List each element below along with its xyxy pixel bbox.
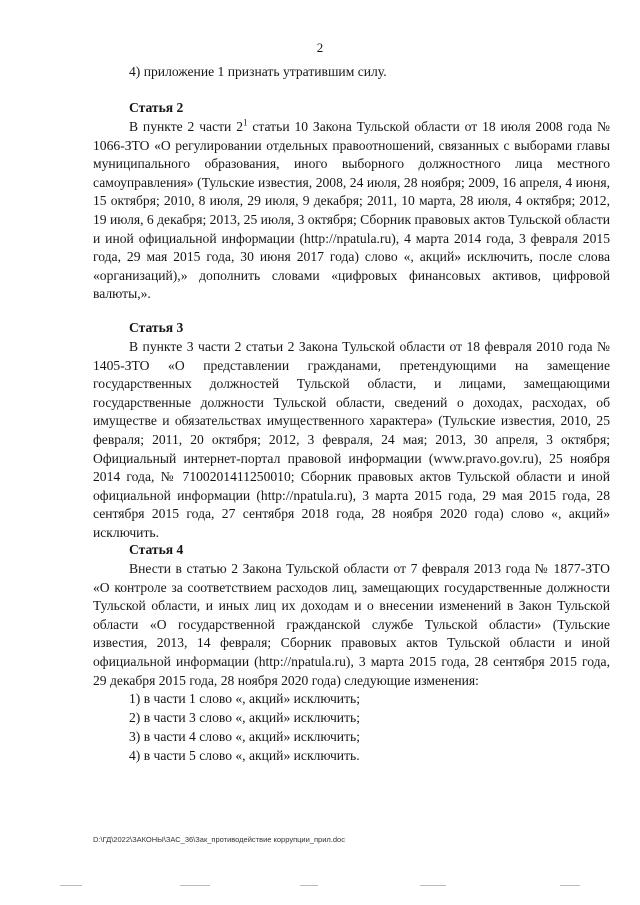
article-4-item: 2) в части 3 слово «, акций» исключить; — [129, 710, 361, 725]
article-2-superscript: 1 — [243, 117, 248, 128]
article-2-text-body: статьи 10 Закона Тульской области от 18 июля 2008 года № 1066-ЗТО «О регулировании отдельных правоотношений, связанных с выборами главы муниципального образования, иного выборного должностного лица местного самоуправления» (Тульские известия, 2008, 24 июля, 28 ноября; 2009, 16 апреля, 4 июня, 15 октября; 2010, 8 июля, 29 июля, 9 декабря; 2011, 10 марта, 28 июля, 4 октября; 2012, 19 июля, 6 декабря; 2013, 25 июля, 3 октября; Сборник правовых актов Тульской области и иной официальной информации (http://npatula.ru), 4 марта 2014 года, 3 февраля 2015 года, 29 мая 2015 года, 30 июня 2017 года) слово «, акций» исключить, после слова «организаций),» дополнить словами «цифровых финансовых активов, цифровой валюты,». — [93, 119, 611, 302]
scan-artifact-line — [180, 885, 210, 886]
scan-artifact-line — [60, 885, 82, 886]
intro-list-item: 4) приложение 1 признать утратившим силу. — [129, 64, 387, 79]
file-path-footer: D:\ГД\2022\ЗАКОНЫ\ЗАС_36\Зак_противодействие коррупции_прил.doc — [93, 835, 345, 844]
article-2-text-start: В пункте 2 части 2 — [129, 119, 243, 134]
article-2-heading: Статья 2 — [129, 100, 184, 115]
article-4-item: 1) в части 1 слово «, акций» исключить; — [129, 691, 361, 706]
article-4-item: 3) в части 4 слово «, акций» исключить; — [129, 729, 361, 744]
scan-artifact-line — [300, 885, 318, 886]
article-4-heading: Статья 4 — [129, 542, 184, 557]
article-4-text-body: Внести в статью 2 Закона Тульской области от 7 февраля 2013 года № 1877-ЗТО «О контроле за соответствием расходов лиц, замещающих государственные должности Тульской области, и иных лиц их доходам и о внесении изменений в Закон Тульской области «О государственной гражданской службе Тульской области» (Тульские известия, 2013, 14 февраля; Сборник правовых актов Тульской области и иной официальной информации (http://npatula.ru), 3 марта 2015 года, 28 сентября 2015 года, 29 декабря 2015 года, 28 ноября 2020 года) следующие изменения: — [93, 561, 610, 688]
scan-artifact-line — [560, 885, 580, 886]
page-number: 2 — [316, 40, 324, 55]
scan-artifact-line — [420, 885, 446, 886]
article-3-text-body: В пункте 3 части 2 статьи 2 Закона Тульской области от 18 февраля 2010 года № 1405-ЗТО «О представлении гражданами, претендующими на замещение государственных должностей Тульской области, и лицами, замещающими государственные должности Тульской области, сведений о доходах, расходах, об имуществе и обязательствах имущественного характера» (Тульские известия, 2010, 25 февраля; 2011, 20 октября; 2012, 3 февраля, 24 мая; 2013, 30 апреля, 3 октября; Официальный интернет-портал правовой информации (www.pravo.gov.ru), 25 ноября 2014 года, № 7100201411250010; Сборник правовых актов Тульской области и иной официальной информации (http://npatula.ru), 3 марта 2015 года, 29 мая 2015 года, 28 сентября 2015 года, 27 сентября 2018 года, 28 ноября 2020 года) слово «, акций» исключить. — [93, 339, 610, 540]
article-2-text — [93, 118, 610, 304]
article-3-heading: Статья 3 — [129, 320, 184, 335]
article-3-text — [93, 338, 610, 543]
article-4-text — [93, 560, 610, 690]
article-4-item: 4) в части 5 слово «, акций» исключить. — [129, 748, 360, 763]
